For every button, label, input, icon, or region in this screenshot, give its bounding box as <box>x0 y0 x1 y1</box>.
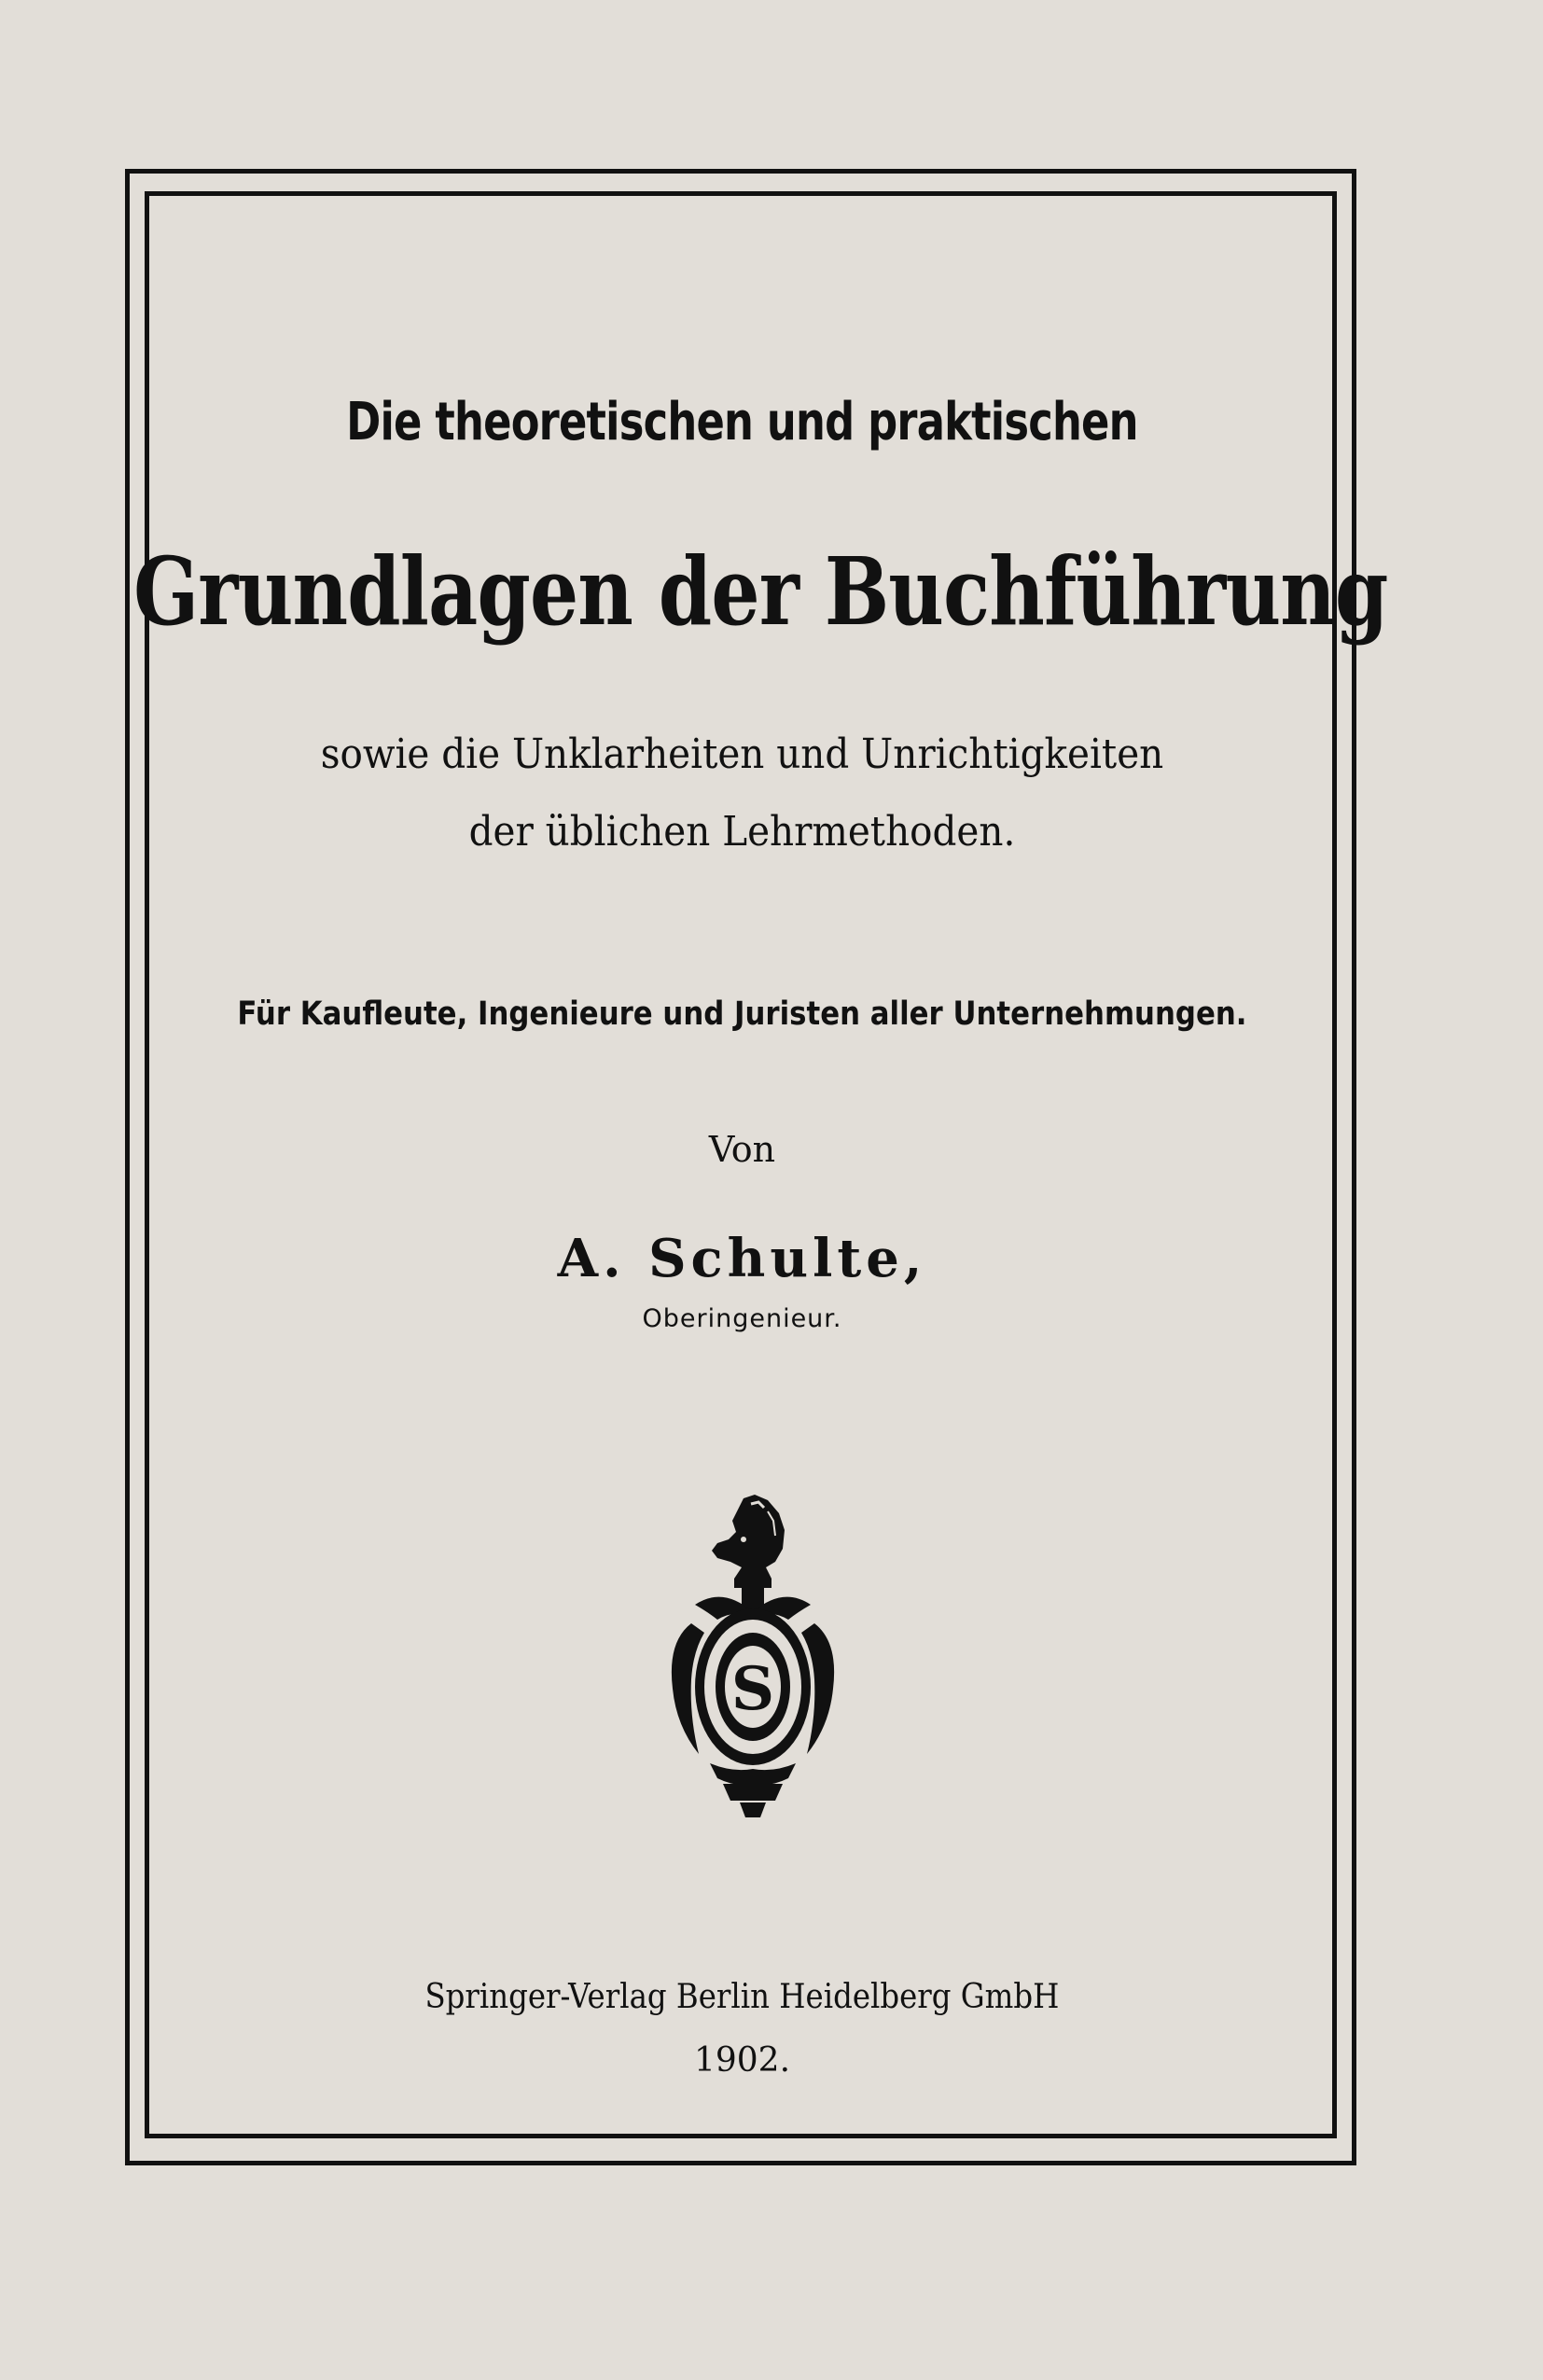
publisher-line: Springer-Verlag Berlin Heidelberg GmbH <box>424 1978 1060 2016</box>
emblem-initial: S <box>730 1654 775 1724</box>
author-role: Oberingenieur. <box>642 1304 842 1333</box>
author-name: A. Schulte, <box>557 1228 927 1289</box>
publication-year: 1902. <box>693 2041 791 2080</box>
by-line: Von <box>708 1129 776 1170</box>
main-title: Grundlagen der Buchführung <box>133 536 1388 647</box>
audience-line: Für Kaufleute, Ingenieure und Juristen aller Unternehmungen. <box>237 995 1247 1033</box>
title-prefix: Die theoretischen und praktischen <box>346 392 1138 452</box>
subtitle-line-1: sowie die Unklarheiten und Unrichtigkeiten <box>320 731 1164 778</box>
springer-knight-emblem-icon <box>658 1493 844 1829</box>
subtitle-line-2: der üblichen Lehrmethoden. <box>468 808 1016 856</box>
